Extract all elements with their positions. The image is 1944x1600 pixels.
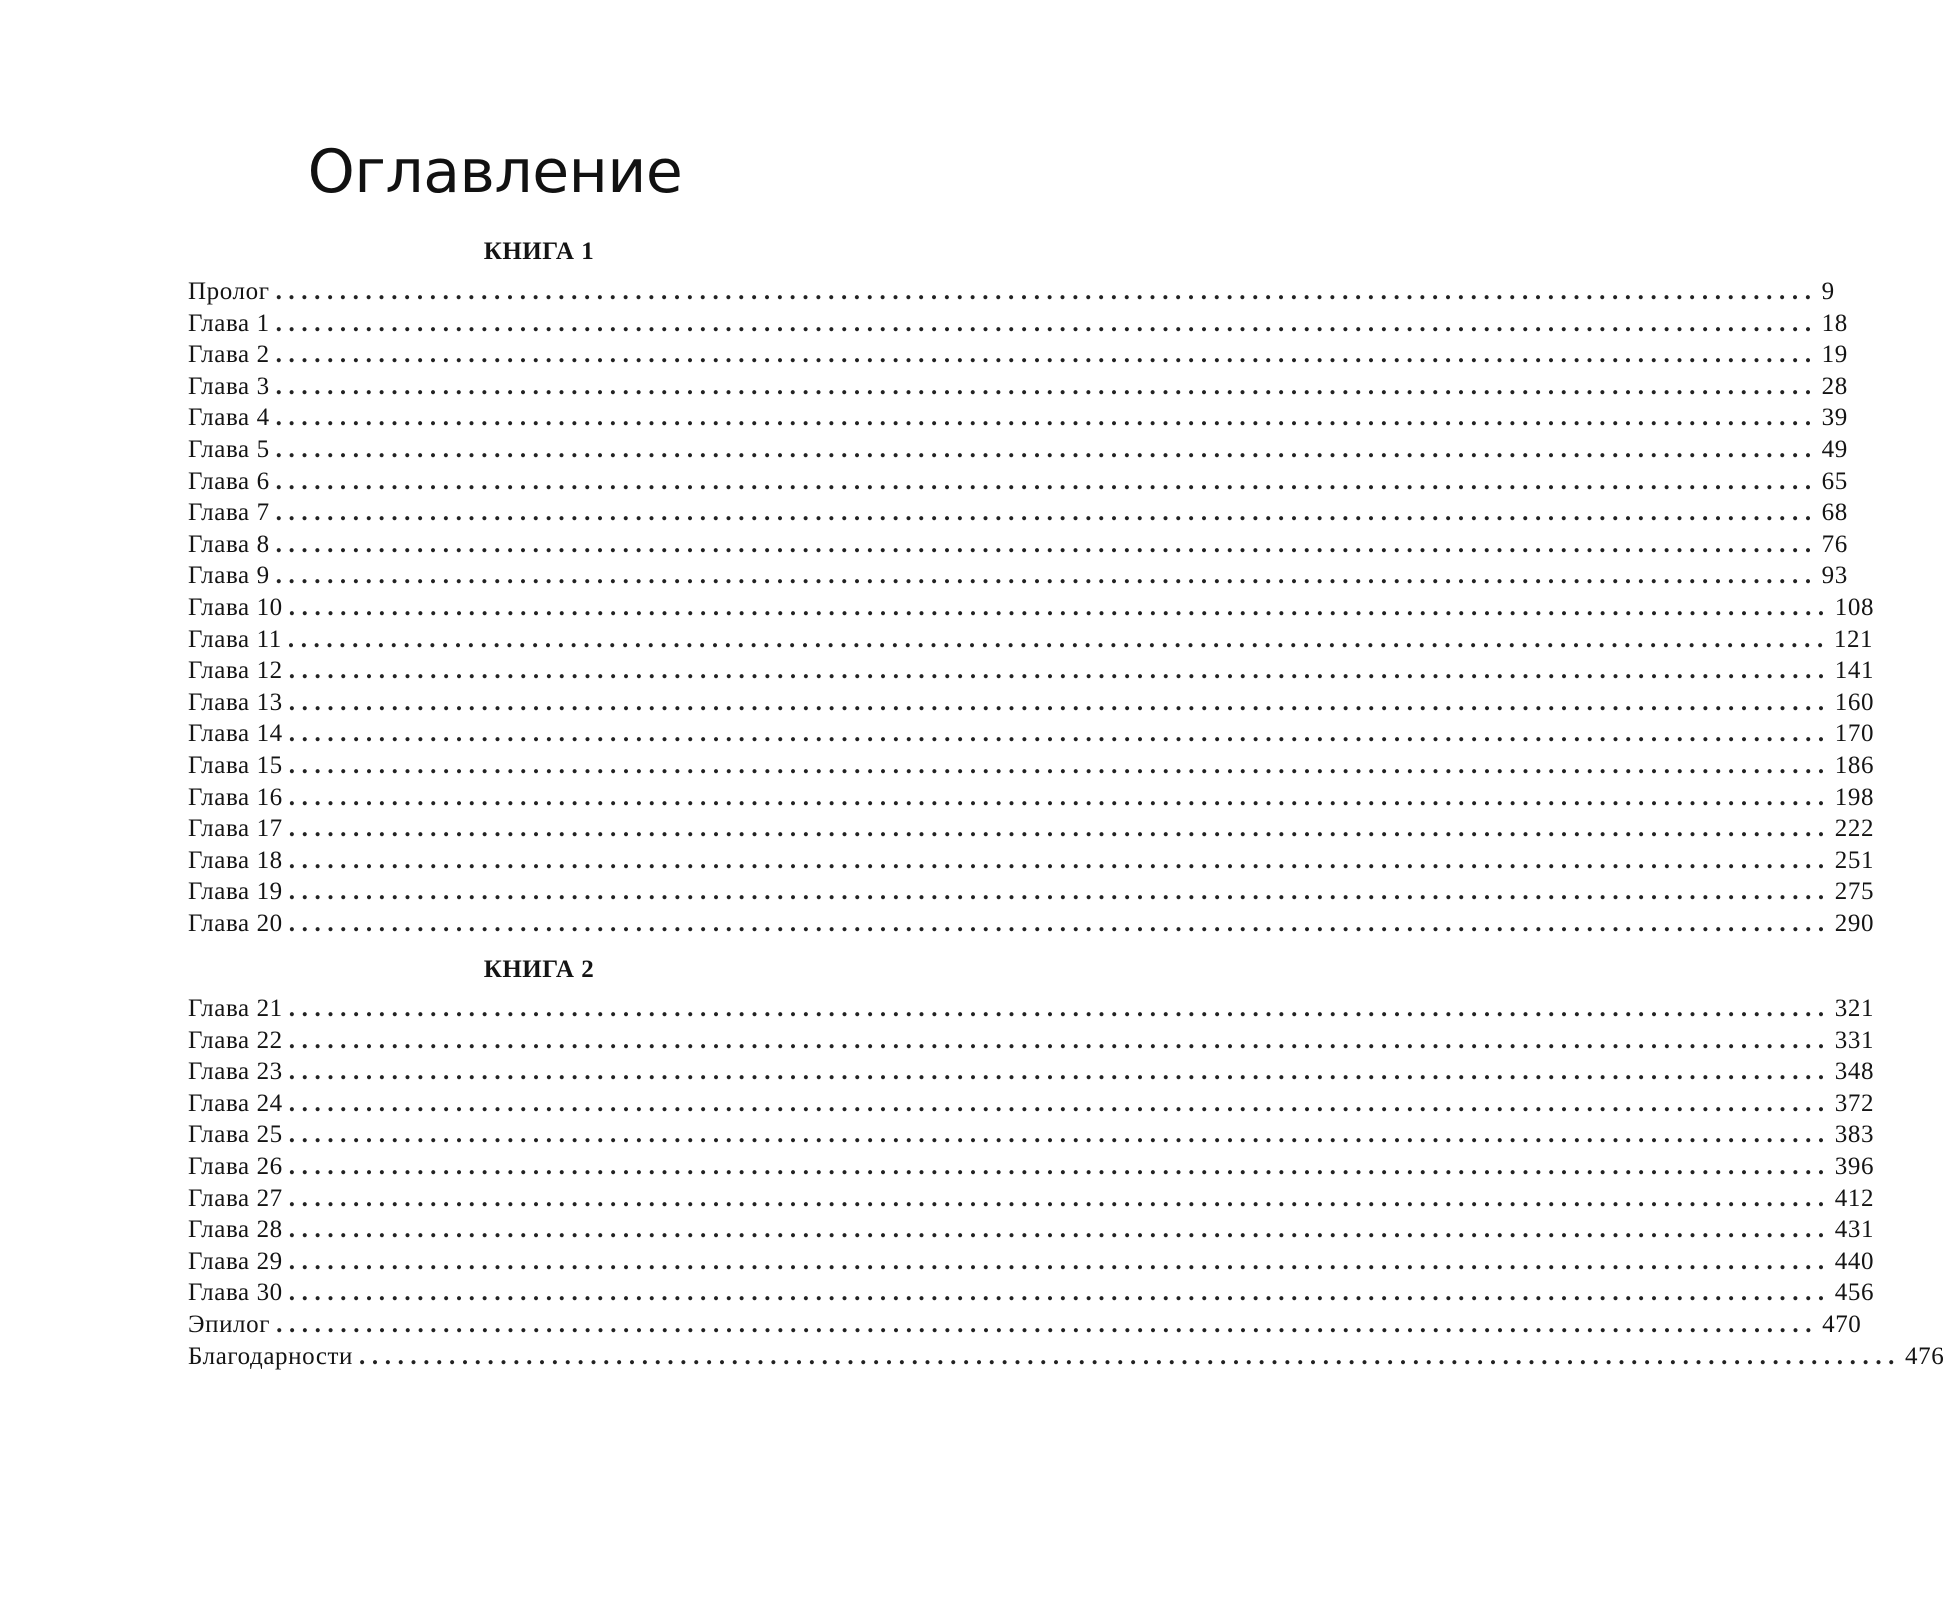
toc-entry-label: Глава 24	[188, 1089, 283, 1117]
toc-entry-page-number: 321	[1834, 995, 1875, 1022]
dot-leader: ........................................................................................................................	[275, 530, 1818, 558]
dot-leader: ........................................................................................................................	[288, 1121, 1831, 1149]
toc-entry-label: Глава 19	[188, 878, 283, 906]
dot-leader: ........................................................................................................................	[288, 846, 1831, 874]
toc-entry-label: Глава 17	[188, 815, 283, 843]
toc-entry[interactable]	[188, 529, 1848, 561]
dot-leader: ........................................................................................................................	[288, 909, 1831, 937]
toc-entry[interactable]	[188, 1246, 1875, 1278]
toc-entry-label: Глава 4	[188, 404, 270, 432]
toc-entry-page-number: 18	[1821, 309, 1848, 337]
toc-entry-label: Глава 1	[188, 309, 270, 337]
toc-entry-page-number: 290	[1834, 909, 1875, 937]
toc-entry-label: Глава 5	[188, 435, 270, 463]
toc-entry[interactable]	[188, 1119, 1875, 1151]
toc-entry[interactable]	[188, 592, 1875, 624]
toc-entry[interactable]	[188, 993, 1875, 1025]
dot-leader: ........................................................................................................................	[288, 815, 1831, 843]
toc-entry-label: Глава 2	[188, 341, 270, 369]
dot-leader: ........................................................................................................................	[275, 404, 1818, 432]
toc-entry-label: Глава 30	[188, 1279, 283, 1307]
toc-entry-page-number: 348	[1834, 1058, 1875, 1086]
dot-leader: ........................................................................................................................	[275, 499, 1818, 527]
toc-entry-page-number: 396	[1834, 1152, 1875, 1180]
toc-entry[interactable]	[188, 845, 1875, 877]
toc-entry[interactable]	[188, 466, 1848, 498]
dot-leader: ........................................................................................................................	[275, 562, 1818, 590]
toc-entry[interactable]	[188, 1151, 1875, 1183]
toc-entry-page-number: 331	[1834, 1026, 1875, 1054]
toc-entry-page-number: 170	[1834, 720, 1875, 748]
dot-leader: ........................................................................................................................	[288, 1216, 1831, 1244]
toc-entry-page-number: 383	[1834, 1121, 1875, 1149]
toc-entry[interactable]	[188, 1309, 1862, 1341]
dot-leader: ........................................................................................................................	[275, 341, 1818, 369]
toc-entry-page-number: 251	[1834, 846, 1875, 874]
dot-leader: ........................................................................................................................	[275, 372, 1818, 400]
toc-entry-label: Глава 18	[188, 846, 283, 874]
toc-entry-page-number: 412	[1834, 1184, 1875, 1212]
book-1-entry-list	[188, 276, 1875, 939]
dot-leader: ........................................................................................................................	[275, 309, 1818, 337]
toc-entry-label: Глава 23	[188, 1058, 283, 1086]
toc-entry-page-number: 28	[1821, 372, 1848, 400]
dot-leader: ........................................................................................................................	[288, 995, 1831, 1022]
dot-leader: ........................................................................................................................	[288, 1089, 1831, 1117]
toc-entry[interactable]	[188, 434, 1848, 466]
page-title: Оглавление	[307, 137, 683, 207]
toc-entry[interactable]	[188, 1056, 1875, 1088]
toc-entry[interactable]	[188, 1088, 1875, 1120]
toc-entry-page-number: 186	[1834, 751, 1875, 779]
toc-entry[interactable]	[188, 655, 1875, 687]
toc-entry[interactable]	[188, 276, 1835, 308]
dot-leader: ........................................................................................................................	[288, 593, 1831, 621]
toc-entry-label: Глава 12	[188, 657, 283, 685]
toc-entry[interactable]	[188, 371, 1848, 403]
toc-entry-label: Глава 6	[188, 467, 270, 495]
toc-entry[interactable]	[188, 813, 1875, 845]
toc-entry-page-number: 141	[1834, 657, 1875, 685]
dot-leader: ........................................................................................................................	[288, 751, 1831, 779]
toc-entry-page-number: 476	[1905, 1342, 1944, 1370]
toc-entry-label: Глава 20	[188, 909, 283, 937]
dot-leader: ........................................................................................................................	[288, 1279, 1831, 1307]
toc-entry-label: Глава 14	[188, 720, 283, 748]
toc-entry-page-number: 440	[1834, 1247, 1875, 1275]
dot-leader: ........................................................................................................................	[288, 783, 1831, 811]
toc-entry-label: Глава 10	[188, 593, 283, 621]
toc-entry[interactable]	[188, 876, 1875, 908]
dot-leader: ........................................................................................................................	[275, 467, 1818, 495]
toc-entry-page-number: 160	[1834, 688, 1875, 716]
toc-entry[interactable]	[188, 1025, 1875, 1057]
toc-entry-page-number: 275	[1834, 878, 1875, 906]
dot-leader: ........................................................................................................................	[288, 1152, 1831, 1180]
toc-entry[interactable]	[188, 718, 1875, 750]
toc-entry-page-number: 121	[1833, 625, 1874, 653]
dot-leader: ........................................................................................................................	[287, 625, 1830, 653]
toc-entry-label: Глава 11	[188, 625, 282, 653]
toc-entry-page-number: 65	[1821, 467, 1848, 495]
toc-entry-page-number: 431	[1834, 1216, 1875, 1244]
toc-entry[interactable]	[188, 1183, 1875, 1215]
toc-entry[interactable]	[188, 624, 1874, 656]
toc-entry-label: Глава 26	[188, 1152, 283, 1180]
toc-entry[interactable]	[188, 750, 1875, 782]
toc-entry-label: Глава 16	[188, 783, 283, 811]
dot-leader: ........................................................................................................................	[288, 1247, 1831, 1275]
book-2-entry-list	[188, 993, 1944, 1372]
book-1-heading: КНИГА 1	[483, 238, 595, 265]
toc-entry-page-number: 9	[1821, 278, 1835, 305]
book-2-heading: КНИГА 2	[483, 956, 595, 983]
toc-entry-page-number: 198	[1834, 783, 1875, 811]
toc-entry-page-number: 372	[1834, 1089, 1875, 1117]
dot-leader: ........................................................................................................................	[275, 435, 1818, 463]
toc-entry-label: Глава 9	[188, 562, 270, 590]
toc-entry-page-number: 470	[1822, 1310, 1862, 1338]
toc-entry-label: Глава 25	[188, 1121, 283, 1149]
toc-entry[interactable]	[188, 497, 1848, 529]
toc-entry-page-number: 93	[1821, 562, 1848, 590]
dot-leader: ........................................................................................................................	[288, 688, 1831, 716]
toc-entry-page-number: 456	[1834, 1279, 1875, 1307]
toc-entry-label: Эпилог	[188, 1310, 271, 1338]
toc-entry-label: Пролог	[188, 278, 270, 305]
dot-leader: ........................................................................................................................	[288, 1026, 1831, 1054]
dot-leader: ........................................................................................................................	[288, 878, 1831, 906]
toc-entry-page-number: 108	[1834, 593, 1875, 621]
toc-entry[interactable]	[188, 687, 1875, 719]
dot-leader: ........................................................................................................................	[288, 657, 1831, 685]
toc-entry-page-number: 49	[1821, 435, 1848, 463]
dot-leader: ........................................................................................................................	[359, 1342, 1902, 1370]
dot-leader: ........................................................................................................................	[275, 278, 1818, 305]
toc-entry[interactable]	[188, 308, 1848, 340]
toc-entry[interactable]	[188, 782, 1875, 814]
toc-entry[interactable]	[188, 560, 1848, 592]
toc-entry-label: Глава 8	[188, 530, 270, 558]
toc-entry-label: Благодарности	[188, 1342, 354, 1370]
toc-entry-page-number: 76	[1821, 530, 1848, 558]
toc-entry-label: Глава 3	[188, 372, 270, 400]
toc-entry[interactable]	[188, 1277, 1875, 1309]
toc-entry-label: Глава 29	[188, 1247, 283, 1275]
toc-entry[interactable]	[188, 339, 1848, 371]
toc-entry-label: Глава 21	[188, 995, 283, 1022]
toc-entry[interactable]	[188, 908, 1875, 940]
toc-entry-label: Глава 22	[188, 1026, 283, 1054]
toc-entry-label: Глава 15	[188, 751, 283, 779]
toc-entry-label: Глава 27	[188, 1184, 283, 1212]
dot-leader: ........................................................................................................................	[288, 1184, 1831, 1212]
toc-entry-page-number: 39	[1821, 404, 1848, 432]
toc-entry[interactable]	[188, 402, 1848, 434]
toc-entry[interactable]	[188, 1214, 1875, 1246]
toc-entry[interactable]	[188, 1341, 1944, 1373]
toc-entry-page-number: 222	[1834, 815, 1875, 843]
toc-entry-page-number: 19	[1821, 341, 1848, 369]
dot-leader: ........................................................................................................................	[288, 720, 1831, 748]
dot-leader: ........................................................................................................................	[288, 1058, 1831, 1086]
toc-entry-page-number: 68	[1821, 499, 1848, 527]
toc-entry-label: Глава 28	[188, 1216, 283, 1244]
dot-leader: ........................................................................................................................	[276, 1310, 1819, 1338]
toc-entry-label: Глава 13	[188, 688, 283, 716]
toc-entry-label: Глава 7	[188, 499, 270, 527]
